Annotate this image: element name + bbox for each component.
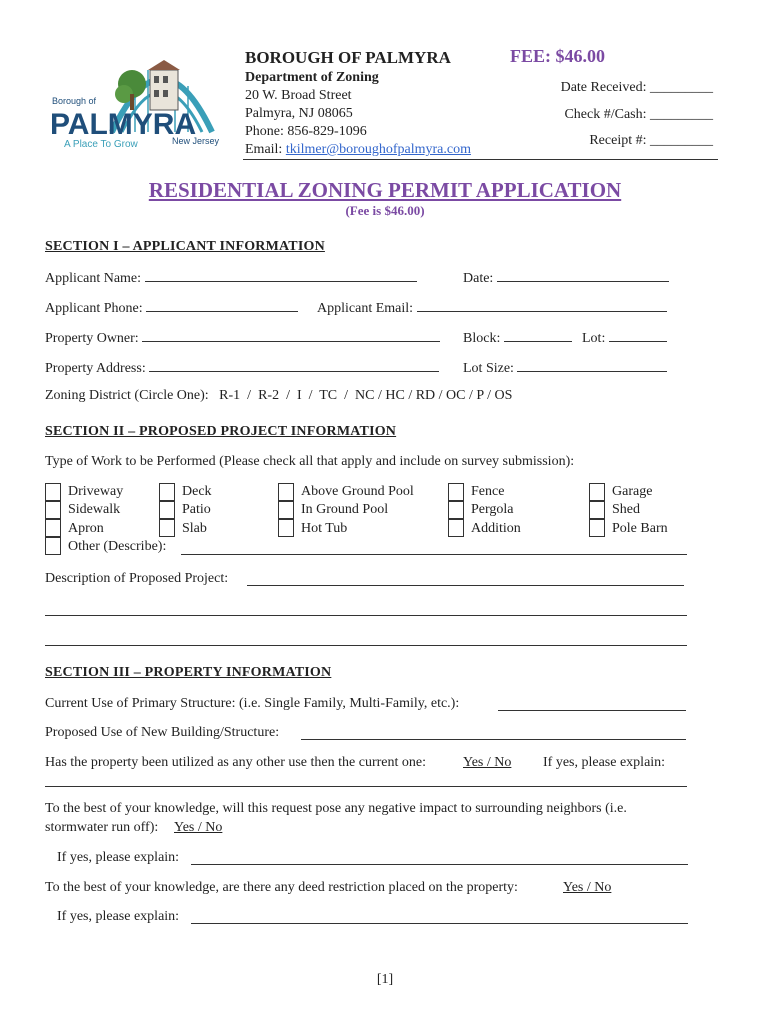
- current-use-label: Current Use of Primary Structure: (i.e. Single Family, Multi-Family, etc.):: [45, 696, 460, 711]
- impact-question-line-1: To the best of your knowledge, will this request pose any negative impact to surrounding neighbors (i.e.: [45, 801, 627, 816]
- date-label: Date:: [463, 271, 494, 286]
- address-line-2: Palmyra, NJ 08065: [245, 106, 353, 121]
- addition-label: Addition: [471, 521, 521, 536]
- shed-label: Shed: [612, 502, 640, 517]
- property-owner-row: [45, 329, 440, 347]
- slab-checkbox[interactable]: [159, 519, 175, 537]
- hot-tub-checkbox[interactable]: [278, 519, 294, 537]
- check-cash: Check #/Cash: _________: [564, 107, 713, 122]
- property-address-field[interactable]: [149, 359, 439, 372]
- deed-restriction-question: To the best of your knowledge, are there any deed restriction placed on the property:: [45, 880, 518, 895]
- lot-size-label: Lot Size:: [463, 361, 514, 376]
- fence-checkbox[interactable]: [448, 483, 464, 501]
- impact-question-line-2: stormwater run off):: [45, 820, 159, 835]
- applicant-name-label: Applicant Name:: [45, 271, 142, 286]
- other-describe-field[interactable]: [181, 554, 687, 555]
- pergola-label: Pergola: [471, 502, 514, 517]
- current-use-field[interactable]: [498, 710, 686, 711]
- fee-label: FEE: $46.00: [510, 46, 606, 66]
- section-3-heading: SECTION III – PROPERTY INFORMATION: [45, 665, 332, 680]
- org-name: BOROUGH OF PALMYRA: [245, 48, 451, 67]
- deed-explain-field[interactable]: [191, 923, 688, 924]
- other-checkbox[interactable]: [45, 537, 61, 555]
- driveway-label: Driveway: [68, 484, 124, 499]
- deed-restriction-yes-no[interactable]: Yes / No: [563, 880, 612, 895]
- logo-tagline: A Place To Grow: [64, 139, 138, 150]
- applicant-name-row: [45, 269, 417, 287]
- apron-checkbox[interactable]: [45, 519, 61, 537]
- palmyra-logo: [50, 46, 220, 156]
- email-label: Email:: [245, 142, 286, 157]
- receipt-number: Receipt #: _________: [589, 133, 713, 148]
- patio-label: Patio: [182, 502, 211, 517]
- applicant-phone-field[interactable]: [146, 299, 298, 312]
- applicant-email-field[interactable]: [417, 299, 667, 312]
- header-divider: [243, 159, 718, 160]
- above-ground-pool-checkbox[interactable]: [278, 483, 294, 501]
- date-field[interactable]: [497, 269, 669, 282]
- impact-explain-label: If yes, please explain:: [57, 850, 180, 865]
- proposed-use-field[interactable]: [301, 739, 686, 740]
- department-name: Department of Zoning: [245, 70, 379, 85]
- description-field[interactable]: [247, 585, 684, 586]
- apron-label: Apron: [68, 521, 104, 536]
- section-2-heading: SECTION II – PROPOSED PROJECT INFORMATION: [45, 424, 397, 439]
- date-received: Date Received: _________: [560, 80, 713, 95]
- form-subtitle: (Fee is $46.00): [345, 203, 425, 218]
- block-row: [463, 329, 572, 347]
- logo-small-text: Borough of: [52, 96, 97, 106]
- slab-label: Slab: [182, 521, 207, 536]
- property-owner-label: Property Owner:: [45, 331, 139, 346]
- applicant-name-field[interactable]: [145, 269, 417, 282]
- description-label: Description of Proposed Project:: [45, 571, 229, 586]
- deck-label: Deck: [182, 484, 212, 499]
- property-address-label: Property Address:: [45, 361, 146, 376]
- logo-name: PALMYRA: [50, 108, 197, 141]
- phone: Phone: 856-829-1096: [245, 124, 367, 139]
- block-label: Block:: [463, 331, 501, 346]
- zoning-district[interactable]: Zoning District (Circle One): R-1 / R-2 / I / TC / NC / HC / RD / OC / P / OS: [45, 388, 513, 403]
- other-use-question: Has the property been utilized as any other use then the current one:: [45, 755, 426, 770]
- page-number: [1]: [376, 972, 394, 987]
- other-describe-label: Other (Describe):: [68, 539, 167, 554]
- applicant-email-row: [317, 299, 667, 317]
- driveway-checkbox[interactable]: [45, 483, 61, 501]
- applicant-email-label: Applicant Email:: [317, 301, 414, 316]
- property-address-row: [45, 359, 439, 377]
- work-type-instructions: Type of Work to be Performed (Please check all that apply and include on survey submission):: [45, 454, 575, 469]
- email-row: [245, 142, 471, 158]
- lot-row: [582, 329, 667, 347]
- addition-checkbox[interactable]: [448, 519, 464, 537]
- description-row: [45, 571, 228, 587]
- in-ground-pool-label: In Ground Pool: [301, 502, 389, 517]
- logo-state: New Jersey: [172, 136, 220, 146]
- sidewalk-label: Sidewalk: [68, 502, 121, 517]
- fence-label: Fence: [471, 484, 505, 499]
- garage-label: Garage: [612, 484, 653, 499]
- in-ground-pool-checkbox[interactable]: [278, 501, 294, 519]
- description-line-3[interactable]: [45, 645, 687, 646]
- lot-size-row: [463, 359, 667, 377]
- patio-checkbox[interactable]: [159, 501, 175, 519]
- impact-yes-no[interactable]: Yes / No: [174, 820, 223, 835]
- deed-explain-label: If yes, please explain:: [57, 909, 180, 924]
- garage-checkbox[interactable]: [589, 483, 605, 501]
- form-title: RESIDENTIAL ZONING PERMIT APPLICATION: [148, 178, 622, 202]
- lot-field[interactable]: [609, 329, 667, 342]
- other-use-yes-no[interactable]: Yes / No: [463, 755, 512, 770]
- applicant-phone-row: [45, 299, 298, 317]
- hot-tub-label: Hot Tub: [301, 521, 348, 536]
- block-field[interactable]: [504, 329, 572, 342]
- deck-checkbox[interactable]: [159, 483, 175, 501]
- pergola-checkbox[interactable]: [448, 501, 464, 519]
- proposed-use-label: Proposed Use of New Building/Structure:: [45, 725, 280, 740]
- email-link[interactable]: tkilmer@boroughofpalmyra.com: [285, 142, 471, 157]
- pole-barn-checkbox[interactable]: [589, 519, 605, 537]
- section-1-heading: SECTION I – APPLICANT INFORMATION: [45, 239, 325, 254]
- pole-barn-label: Pole Barn: [612, 521, 668, 536]
- applicant-phone-label: Applicant Phone:: [45, 301, 143, 316]
- sidewalk-checkbox[interactable]: [45, 501, 61, 519]
- description-line-2[interactable]: [45, 615, 687, 616]
- lot-size-field[interactable]: [517, 359, 667, 372]
- date-row: [463, 269, 669, 287]
- above-ground-pool-label: Above Ground Pool: [301, 484, 414, 499]
- other-use-explain-field[interactable]: [45, 786, 687, 787]
- shed-checkbox[interactable]: [589, 501, 605, 519]
- lot-label: Lot:: [582, 331, 606, 346]
- property-owner-field[interactable]: [142, 329, 440, 342]
- impact-explain-field[interactable]: [191, 864, 688, 865]
- other-use-explain-label: If yes, please explain:: [543, 755, 666, 770]
- address-line-1: 20 W. Broad Street: [245, 88, 352, 103]
